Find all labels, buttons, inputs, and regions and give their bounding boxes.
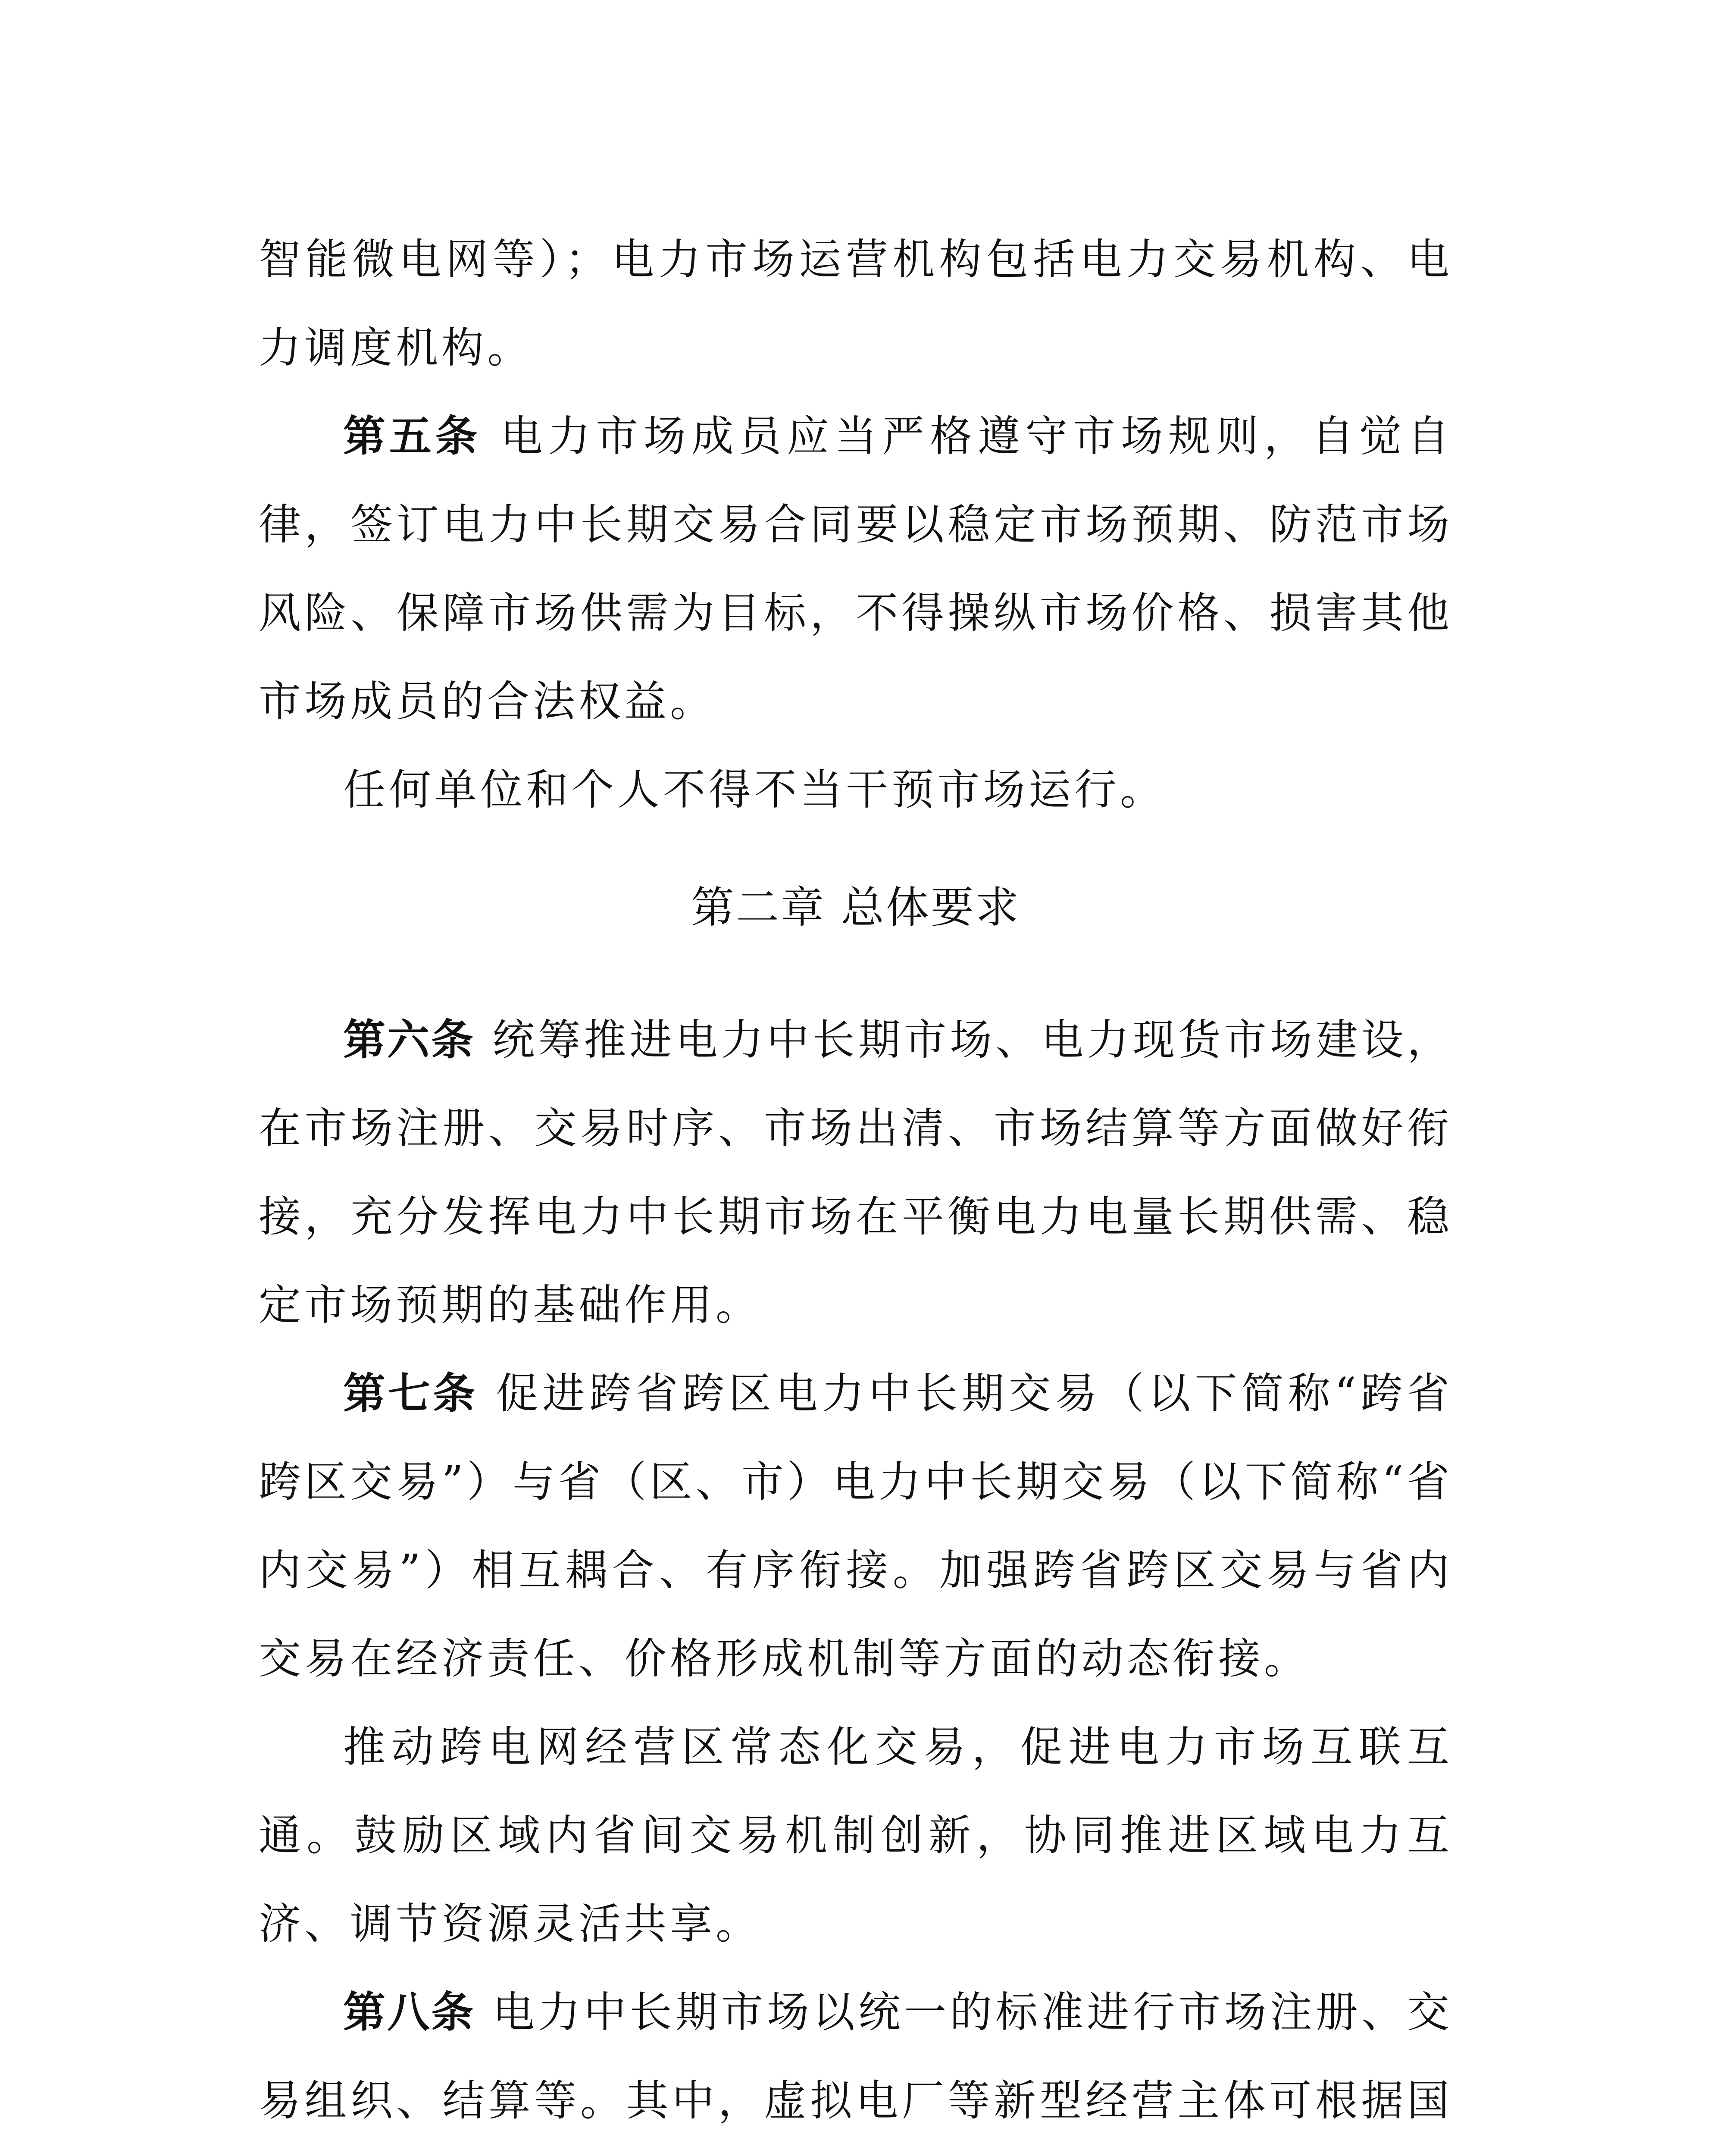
article-label: 第六条	[343, 1015, 475, 1065]
article-label: 第七条	[343, 1369, 478, 1418]
article-label: 第五条	[343, 412, 482, 461]
document-body	[259, 216, 1453, 2156]
paragraph-article-7	[259, 1350, 1453, 1703]
paragraph-text: 统筹推进电力中长期市场、电力现货市场建设，在市场注册、交易时序、市场出清、市场结算等方面做好衔接，充分发挥电力中长期市场在平衡电力电量长期供需、稳定市场预期的基础作用。	[259, 1015, 1453, 1330]
paragraph-text: 任何单位和个人不得不当干预市场运行。	[343, 765, 1166, 815]
paragraph-article-5	[259, 392, 1453, 746]
paragraph-article-6	[259, 996, 1453, 1350]
paragraph-text: 促进跨省跨区电力中长期交易（以下简称“跨省跨区交易”）与省（区、市）电力中长期交易（以下简称“省内交易”）相互耦合、有序衔接。加强跨省跨区交易与省内交易在经济责任、价格形成机制等方面的动态衔接。	[259, 1369, 1453, 1683]
paragraph-text: 电力市场成员应当严格遵守市场规则，自觉自律，签订电力中长期交易合同要以稳定市场预期、防范市场风险、保障市场供需为目标，不得操纵市场价格、损害其他市场成员的合法权益。	[259, 412, 1453, 726]
paragraph-text: 电力中长期市场以统一的标准进行市场注册、交易组织、结算等。其中，虚拟电厂等新型经营主体可根据国	[259, 1988, 1453, 2125]
paragraph-article-7-continued	[259, 1703, 1453, 1968]
paragraph-text: 推动跨电网经营区常态化交易，促进电力市场互联互通。鼓励区域内省间交易机制创新，协同推进区域电力互济、调节资源灵活共享。	[259, 1723, 1453, 1949]
paragraph-text: 智能微电网等）；电力市场运营机构包括电力交易机构、电力调度机构。	[259, 235, 1453, 373]
article-label: 第八条	[343, 1988, 475, 2037]
chapter-heading: 第二章 总体要求	[691, 882, 1020, 933]
paragraph-article-5-continued	[259, 746, 1453, 834]
paragraph-continuation	[259, 216, 1453, 392]
paragraph-article-8	[259, 1968, 1453, 2156]
